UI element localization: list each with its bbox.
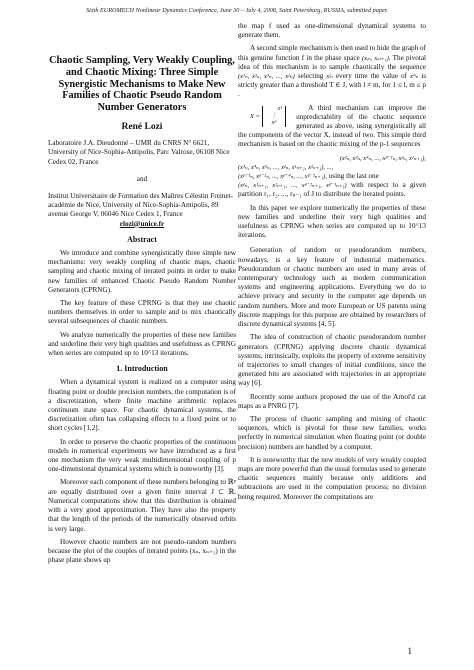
formula-xm: xᵐₙ [409,73,419,81]
intro-paragraph-2: In order to preserve the chaotic properties of the continuous models in numerical experiments we have introduced as a first one mechanism the very weak multidimensional coupling of p one-dimensional dynamical systems which is noteworthy [3]. [48,437,236,474]
formula-xl: xˡₙ [326,73,333,81]
vector-entry-3: xᵖ [271,119,277,126]
p2-text-d: every time the value of [335,72,407,81]
vector-entry-1: x¹ [277,105,283,112]
right-paragraph-5: Generation of random or pseudorandom numbers, nowadays, is a key feature of industrial mathematics. Pseudorandom or chaotic numbers are used in many areas of contemporary technology such as modern communication systems and engineering applications. Everything we do to achieve privacy and security in the computer age depends on random numbers. More and more European or US patents using discrete mappings for this purpose are obtained by researchers of discrete dynamical systems [4, 5]. [238,246,426,329]
seq-line-4: (xᵖₙ, x¹ₙ₊₁, x²ₙ₊₁, ..., xᵖ⁻²ₙ₊₁, xᵖ⁻¹ₙ₊₁) [238,182,347,190]
right-column [238,22,426,506]
p2-text-b: . The pivotal idea of this mechanism is to sample chaotically the sequence [238,53,427,71]
abstract-paragraph-1: We introduce and combine synergistically three simple new mechanisms: very weakly coupling of chaotic maps, chaotic sampling and chaotic mixing of iterated points in order to make new families of enhanced Chaotic Pseudo Random Number Generators (CPRNG). [48,249,236,294]
vector-matrix [262,106,286,127]
seq-line-3: (xᵖ⁻¹ₙ, xᵖ⁻²ₙ, ..., xᵖ⁻⁴ₙ, ..., xᵖ⁻²ₙ₊₁), [238,173,327,181]
affiliations [48,139,236,219]
right-paragraph-9: It is noteworthy that the new models of very weakly coupled maps are more powerful than the usual formulas used to generate chaotic sequences mainly because only additions and subtractions are used in the computation process; no division being required. Moreover the computations are [238,455,426,501]
abstract-paragraph-2: The key feature of these CPRNG is that they use chaotic numbers themselves in order to sample and to mix chaotically several subsequences of chaotic numbers. [48,299,236,326]
p2-text-a: A second simple mechanism is then used to hide the graph of this genuine function f in the phase space [238,44,426,62]
intro-paragraph-4: However chaotic numbers are not pseudo-random numbers because the plot of the couples of iterated points (xₙ, xₙ₊₁) in the phase plane shows up [48,537,236,565]
formula-sequence: (x¹ₙ, x²ₙ, x³ₙ, ..., xᵖₙ) [238,73,295,81]
introduction-heading: 1. Introduction [116,364,168,374]
vector-label: X = [250,112,260,120]
intro-paragraph-1: When a dynamical system is realized on a computer using floating point or double precision numbers, the computation is of a discretization, where finite machine arithmetic replaces continuum state space. For chaotic dynamical systems, the discretization often has collapsing effects to a fixed point or to short cycles [1,2]. [48,378,236,433]
right-paragraph-2 [238,44,426,99]
right-paragraph-3c [238,181,426,199]
author-email-link[interactable]: rlozi@unice.fr [119,219,165,228]
right-paragraph-3 [238,104,426,150]
p3-text-a: A third mechanism can improve the unpredictability of the chaotic sequence generated as above, using synergistically all the components of the vector X, instead of two. This simple third mechanism is based on the chaotic mixing of the p-1 sequences [238,103,426,149]
affiliation-1: Laboratoire J.A. Dieudonné – UMR du CNRS N° 6621, University of Nice-Sophia-Antipolis, Parc Valrose, 06108 Nice Cedex 02, France [48,139,230,166]
paper-title: Chaotic Sampling, Very Weakly Coupling, and Chaotic Mixing: Three Simple Synergistic Mechanisms to Make New Families of Chaotic Pseudo Random Number Generators [49,55,235,114]
p3-text-c: with respect to a given partition r₁, r₂, ..., rₚ₋₁ of J to distribute the iterated points. [238,181,426,199]
author-name: René Lozi [121,121,163,132]
and-separator: and [136,174,148,183]
intro-paragraph-3: Moreover each component of these numbers belonging to ℝᵖ are equally distributed over a given finite interval J ⊂ ℝ. Numerical computations show that this distribution is obtained with a very good approximation. They have also the property that the length of the periods of the numerically observed orbits is very large. [48,478,236,533]
abstract-heading: Abstract [127,234,157,244]
seq-line-1: (x²ₙ, x³ₙ, x⁴ₙ, ..., xᵖ⁻¹ₙ, xᵖₙ, x¹ₙ₊₁), [339,154,426,162]
right-paragraph-7: Recently some authors proposed the use of the Arnol'd cat maps as a PNRG [7]. [238,392,426,410]
page-number: 1 [407,646,412,656]
vector-entry-2: ⋮ [270,112,277,119]
p2-text-e: is strictly greater than a threshold T ∈ J, with l ≠ m, for 1 ≤ l, m ≤ p . [238,72,427,99]
seq-line-2: (x³ₙ, x⁴ₙ, x⁵ₙ, ..., xᵖₙ, x¹ₙ₊₁, x²ₙ₊₁), ..., [238,163,334,171]
right-paragraph-8: The process of chaotic sampling and mixing of chaotic sequences, which is pivotal for these new families, works perfectly in numerical simulation when floating point (or double precision) numbers are handled by a computer. [238,414,426,451]
formula-pair: (xᵢₙ, xᵢₙ₊₁) [361,54,389,62]
left-column [48,22,236,569]
affiliation-2: Institut Universitaire de Formation des Maîtres Célestin Freinet-académie de Nice, University of Nice-Sophia-Antipolis, 89 avenue George V, 06046 Nice Cedex 1, France [48,192,234,219]
p2-text-c: selecting [297,72,324,81]
p3-text-b: using the last one [328,172,379,181]
right-paragraph-6: The idea of construction of chaotic pseudorandom number generators (CPRNG) applying discrete chaotic dynamical systems, intrinsically, exploits the property of extreme sensitivity of trajectories to small changes of initial conditions, since the generated bits are associated with trajectories in an appropriate way [6]. [238,333,426,388]
right-paragraph-1: the map f used as one-dimensional dynamical systems to generate them. [238,22,426,40]
vector-x [238,104,292,129]
seq-line-3-row [238,172,426,181]
abstract-paragraph-3: We analyze numerically the properties of these new families and underline their very high qualities and usefulness as CPRNG when series are computed up to 10^13 iterations. [48,330,236,358]
conference-header: Sixth EUROMECH Nonlinear Dynamics Conference, June 30 – July 4, 2008, Saint Petersburg, RUSSIA, submitted paper. [86,7,388,14]
right-paragraph-4: In this paper we explore numerically the properties of these new families and underline their very high qualities and usefulness as CPRNG when series are computed up to 10^13 iterations. [238,203,426,240]
